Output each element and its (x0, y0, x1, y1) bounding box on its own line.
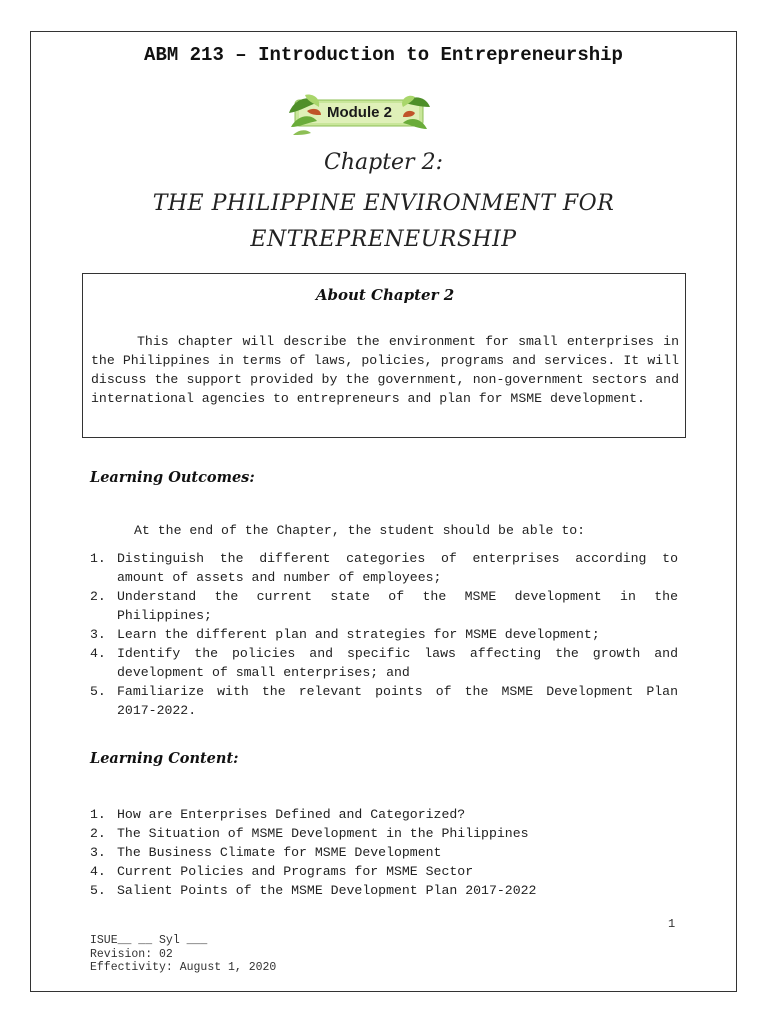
list-item-number: 2. (90, 589, 106, 604)
document-footer (90, 934, 276, 975)
module-badge (287, 93, 432, 137)
learning-content-heading: Learning Content: (90, 750, 239, 767)
list-item-text: Learn the different plan and strategies for MSME development; (117, 627, 600, 642)
list-item-number: 4. (90, 646, 106, 661)
list-item (90, 881, 678, 900)
list-item (90, 682, 678, 720)
learning-outcomes-intro: At the end of the Chapter, the student should be able to: (134, 523, 586, 538)
chapter-title (30, 186, 737, 258)
footer-doc-code: ISUE__ __ Syl ___ (90, 934, 208, 947)
chapter-title-line2: ENTREPRENEURSHIP (250, 227, 517, 252)
list-item-text: Familiarize with the relevant points of the MSME Development Plan 2017-2022. (117, 684, 678, 718)
list-item (90, 644, 678, 682)
footer-revision: Revision: 02 (90, 947, 173, 961)
list-item-number: 5. (90, 684, 106, 699)
list-item-number: 3. (90, 627, 106, 642)
footer-effectivity: Effectivity: August 1, 2020 (90, 961, 277, 974)
list-item-number: 1. (90, 807, 106, 822)
page-number: 1 (668, 917, 676, 931)
chapter-number: Chapter 2: (324, 150, 443, 175)
about-chapter-box (82, 273, 686, 438)
list-item-number: 4. (90, 864, 106, 879)
list-item (90, 843, 678, 862)
list-item-number: 2. (90, 826, 106, 841)
module-label: Module 2 (326, 104, 392, 121)
list-item-text: The Business Climate for MSME Development (117, 845, 442, 860)
list-item-text: How are Enterprises Defined and Categorized? (117, 807, 466, 822)
list-item-text: Distinguish the different categories of enterprises according to amount of assets and number of employees; (117, 551, 678, 585)
list-item (90, 805, 678, 824)
course-title: ABM 213 – Introduction to Entrepreneurship (144, 44, 623, 66)
about-body: This chapter will describe the environment for small enterprises in the Philippines in terms of laws, policies, programs and services. It will discuss the support provided by the government, non-government sectors and international agencies to entrepreneurs and plan for MSME development. (91, 334, 679, 406)
learning-outcomes-heading: Learning Outcomes: (90, 469, 255, 486)
list-item-text: Identify the policies and specific laws affecting the growth and development of small enterprises; and (117, 646, 678, 680)
list-item (90, 862, 678, 881)
about-heading: About Chapter 2 (315, 286, 455, 304)
list-item-text: The Situation of MSME Development in the Philippines (117, 826, 529, 841)
list-item-number: 5. (90, 883, 106, 898)
list-item (90, 549, 678, 587)
learning-outcomes-list (90, 549, 678, 720)
list-item (90, 625, 678, 644)
list-item (90, 587, 678, 625)
list-item-number: 3. (90, 845, 106, 860)
list-item-number: 1. (90, 551, 106, 566)
list-item-text: Understand the current state of the MSME development in the Philippines; (117, 589, 678, 623)
list-item (90, 824, 678, 843)
list-item-text: Salient Points of the MSME Development Plan 2017-2022 (117, 883, 537, 898)
list-item-text: Current Policies and Programs for MSME Sector (117, 864, 474, 879)
chapter-title-line1: THE PHILIPPINE ENVIRONMENT FOR (152, 191, 615, 216)
learning-content-list (90, 805, 678, 900)
